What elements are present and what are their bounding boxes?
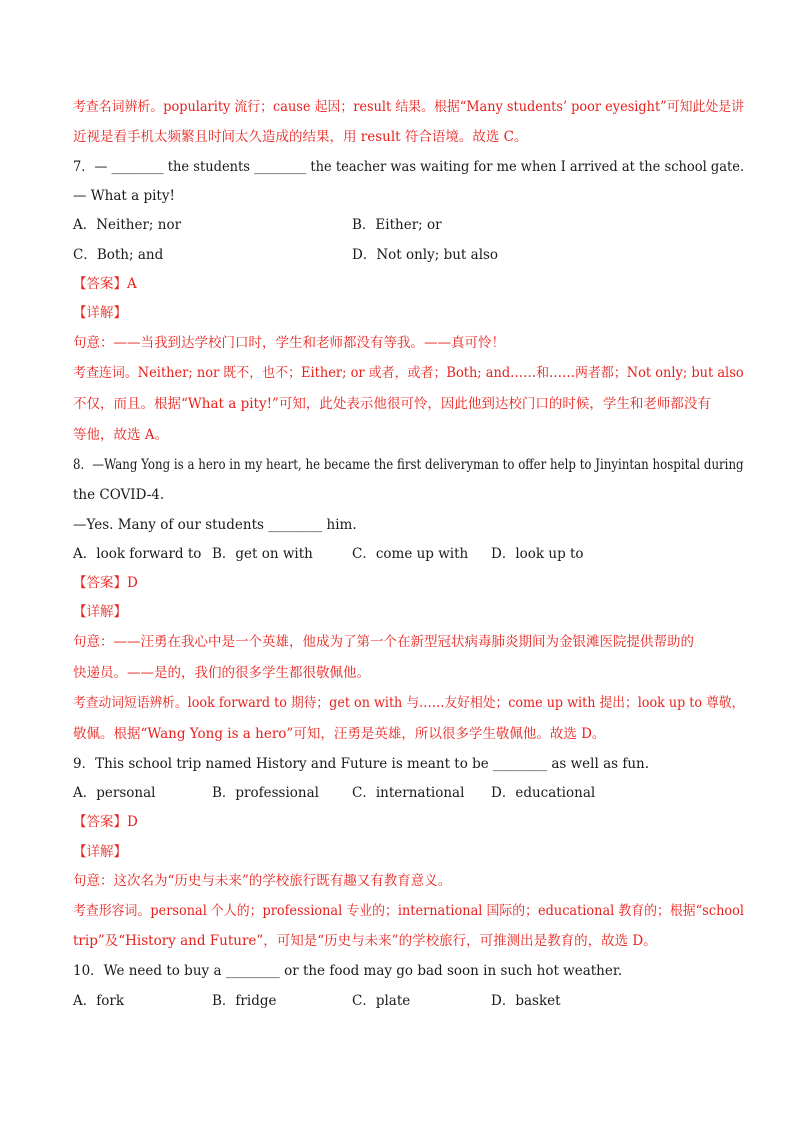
q10-option-d: D．basket [491, 993, 561, 1009]
q7-explain-line-4: 等他，故选 A。 [73, 427, 169, 443]
q7-explain-line-3: 不仅，而且。根据“What a pity!”可知，此处表示他很可怜，因此他到达校门口的时候，学生和老师都没有 [73, 396, 711, 412]
q9-explain-line-1: 句意：这次名为“历史与未来”的学校旅行既有趣又有教育意义。 [73, 873, 452, 889]
q8-explain-line-2: 快递员。——是的，我们的很多学生都很敬佩他。 [73, 665, 370, 681]
prev-explain-line-1: 考查名词辨析。popularity 流行；cause 起因；result 结果。根据“Many students’ poor eyesight”可知此处是讲 [73, 99, 745, 115]
q8-answer: 【答案】D [73, 575, 138, 591]
q9-stem: 9．This school trip named History and Future is meant to be ________ as well as fun. [73, 756, 650, 772]
q8-option-d: D．look up to [491, 546, 584, 562]
q8-detail-heading: 【详解】 [73, 604, 127, 620]
q9-detail-heading: 【详解】 [73, 844, 127, 860]
q7-option-d: D．Not only; but also [352, 247, 499, 263]
q8-stem-line-2: the COVID-4. [73, 487, 165, 503]
q9-explain-line-2: 考查形容词。personal 个人的；professional 专业的；international 国际的；educational 教育的；根据“school [73, 903, 745, 919]
q8-option-c: C．come up with [352, 546, 469, 562]
q7-stem: 7．— ________ the students ________ the teacher was waiting for me when I arrived at the school gate. [73, 159, 745, 175]
q8-option-b: B．get on with [212, 546, 313, 562]
q10-option-a: A．fork [73, 993, 125, 1009]
q7-option-a: A．Neither; nor [73, 217, 182, 233]
q10-option-b: B．fridge [212, 993, 277, 1009]
q7-option-c: C．Both; and [73, 247, 164, 263]
q9-option-b: B．professional [212, 785, 319, 801]
q9-answer: 【答案】D [73, 814, 138, 830]
q8-stem-line-1: 8．—Wang Yong is a hero in my heart, he became the first deliveryman to offer help to Jinyintan hospital during [73, 457, 744, 473]
q7-option-b: B．Either; or [352, 217, 442, 233]
q8-reply: —Yes. Many of our students ________ him. [73, 517, 357, 533]
prev-explain-line-2: 近视是看手机太频繁且时间太久造成的结果，用 result 符合语境。故选 C。 [73, 129, 528, 145]
q7-explain-line-2: 考查连词。Neither; nor 既不，也不；Either; or 或者，或者；Both; and……和……两者都；Not only; but also [73, 365, 744, 381]
q8-explain-line-4: 敬佩。根据“Wang Yong is a hero”可知，汪勇是英雄，所以很多学生敬佩他。故选 D。 [73, 726, 606, 742]
q10-option-c: C．plate [352, 993, 411, 1009]
q9-option-d: D．educational [491, 785, 596, 801]
q10-stem: 10．We need to buy a ________ or the food may go bad soon in such hot weather. [73, 963, 623, 979]
q9-option-a: A．personal [73, 785, 156, 801]
q9-option-c: C．international [352, 785, 465, 801]
q8-option-a: A．look forward to [73, 546, 202, 562]
q8-explain-line-1: 句意：——汪勇在我心中是一个英雄，他成为了第一个在新型冠状病毒肺炎期间为金银滩医院提供帮助的 [73, 634, 694, 650]
q7-explain-line-1: 句意：——当我到达学校门口时，学生和老师都没有等我。——真可怜！ [73, 335, 505, 351]
q7-reply: — What a pity! [73, 188, 175, 204]
q8-explain-line-3: 考查动词短语辨析。look forward to 期待；get on with 与……友好相处；come up with 提出；look up to 尊敬， [73, 695, 745, 711]
q9-explain-line-3: trip”及“History and Future”，可知是“历史与未来”的学校旅行，可推测出是教育的，故选 D。 [73, 933, 657, 949]
q7-detail-heading: 【详解】 [73, 305, 127, 321]
q7-answer: 【答案】A [73, 276, 137, 292]
